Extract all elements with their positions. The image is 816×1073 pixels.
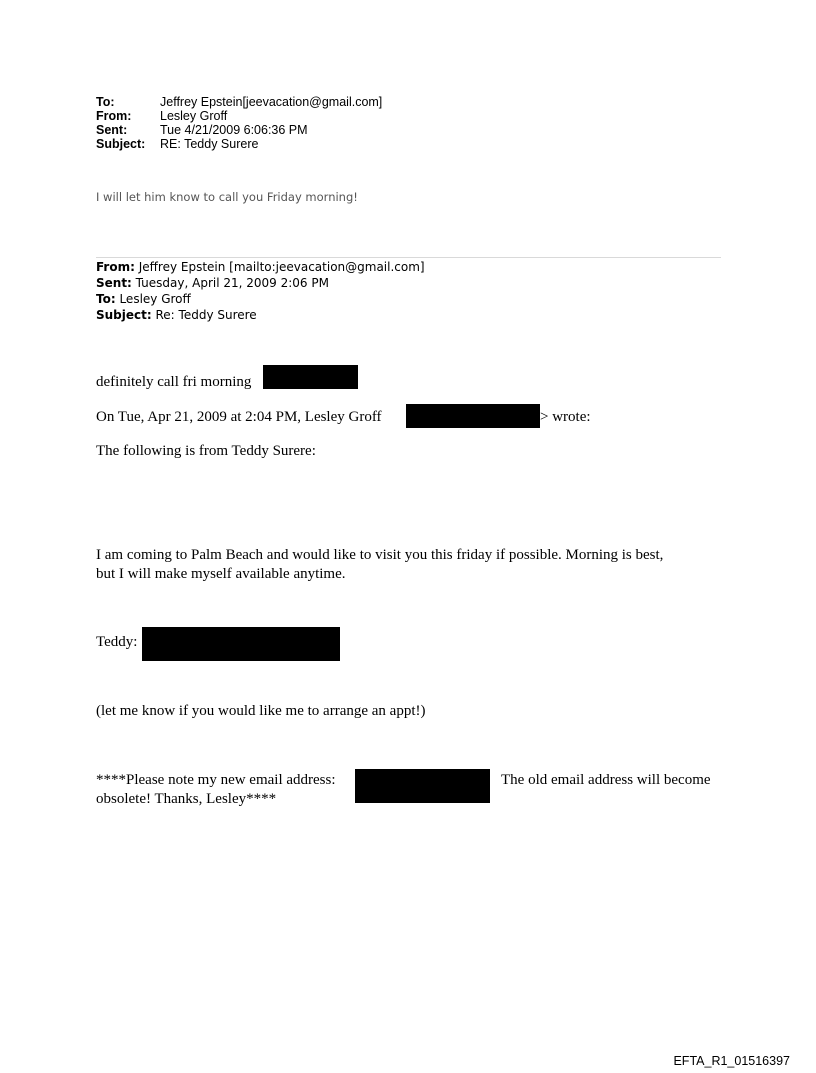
quoted-to-label: To: — [96, 292, 116, 306]
body-para-line-2: but I will make myself available anytime. — [96, 566, 346, 582]
body-line-appt: (let me know if you would like me to arrange an appt!) — [96, 703, 426, 719]
body-para-line-1: I am coming to Palm Beach and would like to visit you this friday if possible. Morning is best, — [96, 547, 664, 563]
note-line-1-suffix: The old email address will become — [501, 772, 711, 788]
quoted-to-row — [96, 291, 425, 307]
header-from-row — [96, 109, 382, 123]
note-line-2: obsolete! Thanks, Lesley**** — [96, 791, 277, 807]
from-label: From: — [96, 109, 132, 123]
quoted-from-label: From: — [96, 260, 135, 274]
teddy-label: Teddy: — [96, 634, 138, 650]
note-line-1: ****Please note my new email address: — [96, 772, 336, 788]
to-label: To: — [96, 95, 115, 109]
subject-value: RE: Teddy Surere — [160, 137, 259, 151]
document-id: EFTA_R1_01516397 — [673, 1054, 790, 1068]
body-line-on-tue: On Tue, Apr 21, 2009 at 2:04 PM, Lesley Groff — [96, 409, 382, 425]
email-header — [96, 95, 382, 151]
from-value: Lesley Groff — [160, 109, 228, 123]
quoted-subject-value: Re: Teddy Surere — [151, 308, 257, 322]
quoted-sent-value: Tuesday, April 21, 2009 2:06 PM — [131, 276, 329, 290]
body-line-wrote: > wrote: — [540, 409, 591, 425]
quoted-sent-label: Sent: — [96, 276, 132, 290]
redaction-box-3 — [142, 627, 340, 661]
header-subject-row — [96, 137, 382, 151]
header-sent-row — [96, 123, 382, 137]
quoted-from-value: Jeffrey Epstein [mailto:jeevacation@gmail.com] — [134, 260, 425, 274]
redaction-box-4 — [355, 769, 490, 803]
sent-label: Sent: — [96, 123, 128, 137]
header-to-row — [96, 95, 382, 109]
quoted-header — [96, 259, 425, 323]
redaction-box-1 — [263, 365, 358, 389]
subject-label: Subject: — [96, 137, 146, 151]
body-line-definitely: definitely call fri morning — [96, 374, 252, 390]
body-line-following: The following is from Teddy Surere: — [96, 443, 316, 459]
quoted-to-value: Lesley Groff — [115, 292, 191, 306]
quoted-subject-label: Subject: — [96, 308, 152, 322]
quoted-subject-row — [96, 307, 425, 323]
sent-value: Tue 4/21/2009 6:06:36 PM — [160, 123, 308, 137]
quote-divider — [96, 257, 721, 258]
reply-text: I will let him know to call you Friday morning! — [96, 190, 358, 204]
redaction-box-2 — [406, 404, 540, 428]
to-value: Jeffrey Epstein[jeevacation@gmail.com] — [160, 95, 383, 109]
quoted-sent-row — [96, 275, 425, 291]
quoted-from-row — [96, 259, 425, 275]
